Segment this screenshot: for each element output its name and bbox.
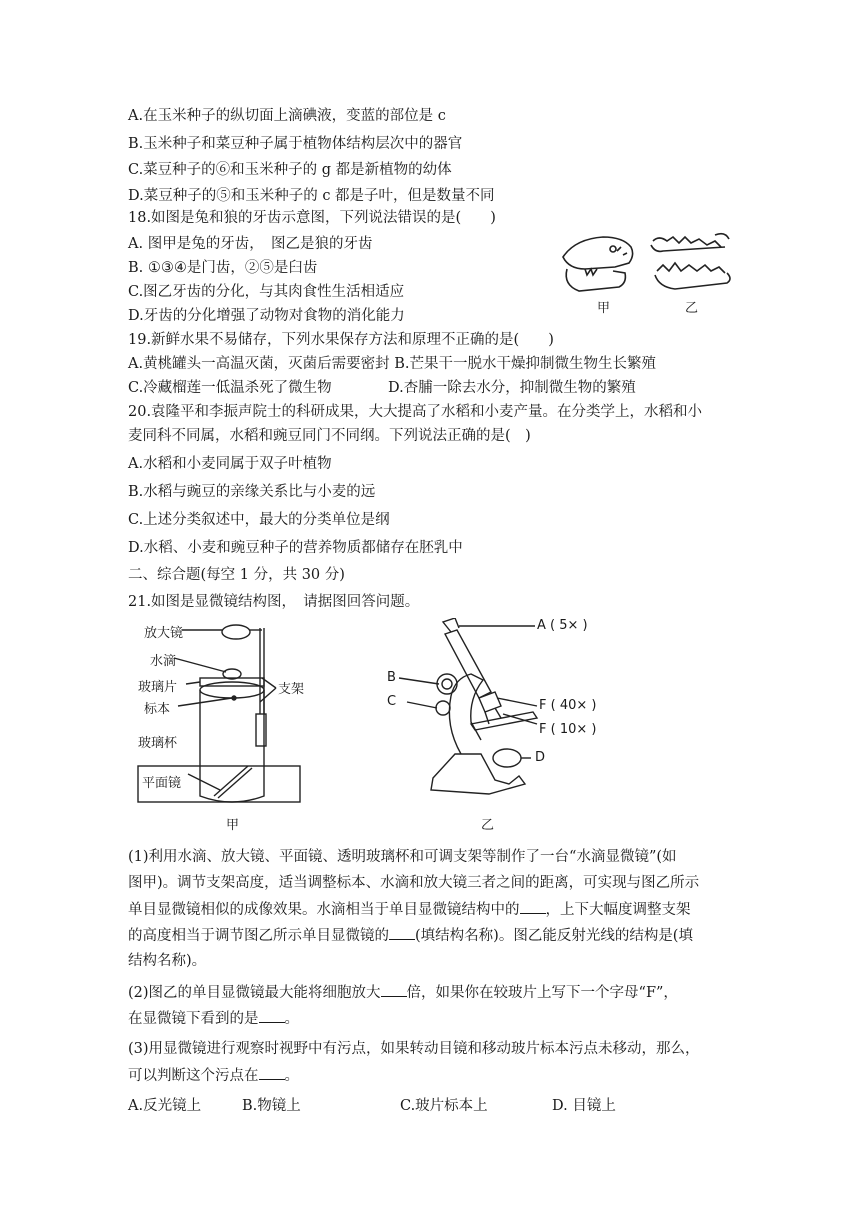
q21-part1-line4-b: (填结构名称)。图乙能反射光线的结构是(填 bbox=[415, 928, 693, 944]
q21-part1-line3 bbox=[128, 899, 691, 920]
q18-option-d: D.牙齿的分化增强了动物对食物的消化能力 bbox=[128, 308, 405, 324]
teeth-figure bbox=[555, 225, 740, 320]
q18-stem: 18.如图是兔和狼的牙齿示意图，下列说法错误的是( ) bbox=[128, 210, 496, 226]
q21-part2-line2-a: 在显微镜下看到的是 bbox=[128, 1011, 259, 1027]
wolf-jaw-icon bbox=[651, 234, 730, 289]
label-glass-cup: 玻璃杯 bbox=[138, 736, 178, 751]
label-d: D bbox=[535, 750, 546, 765]
q20-stem-line1: 20.袁隆平和李振声院士的科研成果，大大提高了水稻和小麦产量。在分类学上，水稻和小 bbox=[128, 404, 703, 420]
q17-option-b: B.玉米种子和菜豆种子属于植物体结构层次中的器官 bbox=[128, 136, 463, 152]
q21-part1-line5: 结构名称)。 bbox=[128, 953, 207, 969]
q21-part1-line1: (1)利用水滴、放大镜、平面镜、透明玻璃杯和可调支架等制作了一台“水滴显微镜”(如 bbox=[128, 849, 677, 865]
q18-option-a: A. 图甲是兔的牙齿， 图乙是狼的牙齿 bbox=[128, 236, 373, 252]
q17-option-c: C.菜豆种子的⑥和玉米种子的 g 都是新植物的幼体 bbox=[128, 162, 452, 178]
teeth-caption-jia: 甲 bbox=[597, 301, 611, 316]
label-glass-slide: 玻璃片 bbox=[138, 680, 178, 695]
q21-part1-line3-b: ，上下大幅度调整支架 bbox=[545, 902, 691, 918]
label-c: C bbox=[387, 694, 397, 709]
teeth-drawing bbox=[555, 225, 740, 320]
q18-option-b: B. ①③④是门齿，②⑤是臼齿 bbox=[128, 260, 318, 276]
q20-option-d: D.水稻、小麦和豌豆种子的营养物质都储存在胚乳中 bbox=[128, 540, 463, 556]
q21-part3-line2 bbox=[128, 1065, 299, 1086]
monocular-microscope-figure bbox=[385, 618, 625, 833]
label-f-10x: F ( 10× ) bbox=[539, 722, 597, 737]
label-a-eyepiece: A ( 5× ) bbox=[537, 618, 588, 633]
answer-blank-3[interactable] bbox=[381, 982, 407, 997]
answer-blank-4[interactable] bbox=[259, 1008, 285, 1023]
q21-option-b: B.物镜上 bbox=[242, 1098, 301, 1114]
q21-part1-line2: 图甲)。调节支架高度，适当调整标本、水滴和放大镜三者之间的距离，可实现与图乙所示 bbox=[128, 875, 700, 891]
q21-part2-line2-b: 。 bbox=[284, 1011, 299, 1027]
answer-blank-5[interactable] bbox=[259, 1065, 285, 1080]
q21-part2-line2 bbox=[128, 1008, 299, 1029]
q21-option-a: A.反光镜上 bbox=[128, 1098, 202, 1114]
caption-yi: 乙 bbox=[481, 818, 495, 833]
q20-option-a: A.水稻和小麦同属于双子叶植物 bbox=[128, 456, 332, 472]
q21-part3-line1: (3)用显微镜进行观察时视野中有污点，如果转动目镜和移动玻片标本污点未移动，那么， bbox=[128, 1041, 700, 1057]
label-b: B bbox=[387, 670, 396, 685]
caption-jia: 甲 bbox=[226, 818, 240, 833]
q21-part3-line2-a: 可以判断这个污点在 bbox=[128, 1068, 259, 1084]
q20-option-b: B.水稻与豌豆的亲缘关系比与小麦的远 bbox=[128, 484, 376, 500]
q21-part1-line4 bbox=[128, 925, 693, 946]
q21-option-c: C.玻片标本上 bbox=[400, 1098, 488, 1114]
answer-blank-2[interactable] bbox=[389, 925, 415, 940]
q21-part2-line1-b: 倍，如果你在较玻片上写下一个字母“F”， bbox=[406, 985, 678, 1001]
q21-stem: 21.如图是显微镜结构图， 请据图回答问题。 bbox=[128, 594, 420, 610]
q21-part1-line3-a: 单目显微镜相似的成像效果。水滴相当于单目显微镜结构中的 bbox=[128, 902, 520, 918]
q19-option-d: D.杏脯一除去水分，抑制微生物的繁殖 bbox=[388, 380, 636, 396]
label-f-40x: F ( 40× ) bbox=[539, 698, 597, 713]
section-2-heading: 二、综合题(每空 1 分，共 30 分) bbox=[128, 567, 345, 583]
answer-blank-1[interactable] bbox=[520, 899, 546, 914]
q18-option-c: C.图乙牙齿的分化，与其肉食性生活相适应 bbox=[128, 284, 405, 300]
q21-part2-line1 bbox=[128, 982, 678, 1003]
label-stand: 支架 bbox=[278, 682, 305, 697]
q21-part1-line4-a: 的高度相当于调节图乙所示单目显微镜的 bbox=[128, 928, 389, 944]
q21-option-d: D. 目镜上 bbox=[552, 1098, 616, 1114]
water-drop-microscope-figure bbox=[128, 618, 318, 833]
label-magnifier: 放大镜 bbox=[144, 626, 184, 641]
q20-stem-line2: 麦同科不同属，水稻和豌豆同门不同纲。下列说法正确的是( ) bbox=[128, 428, 531, 444]
label-specimen: 标本 bbox=[144, 702, 171, 717]
label-water-drop: 水滴 bbox=[150, 654, 177, 669]
q19-option-ab: A.黄桃罐头一高温灭菌，灭菌后需要密封 B.芒果干一脱水干燥抑制微生物生长繁殖 bbox=[128, 356, 656, 372]
q21-part3-line2-b: 。 bbox=[284, 1068, 299, 1084]
q17-option-a: A.在玉米种子的纵切面上滴碘液，变蓝的部位是 c bbox=[128, 108, 446, 124]
label-plane-mirror: 平面镜 bbox=[142, 776, 182, 791]
rabbit-skull-icon bbox=[563, 237, 633, 291]
q17-option-d: D.菜豆种子的⑤和玉米种子的 c 都是子叶，但是数量不同 bbox=[128, 188, 495, 204]
q21-part2-line1-a: (2)图乙的单目显微镜最大能将细胞放大 bbox=[128, 985, 381, 1001]
q19-option-c: C.冷藏榴莲一低温杀死了微生物 bbox=[128, 380, 332, 396]
q20-option-c: C.上述分类叙述中，最大的分类单位是纲 bbox=[128, 512, 390, 528]
q19-stem: 19.新鲜水果不易储存，下列水果保存方法和原理不正确的是( ) bbox=[128, 332, 554, 348]
teeth-caption-yi: 乙 bbox=[685, 301, 699, 316]
